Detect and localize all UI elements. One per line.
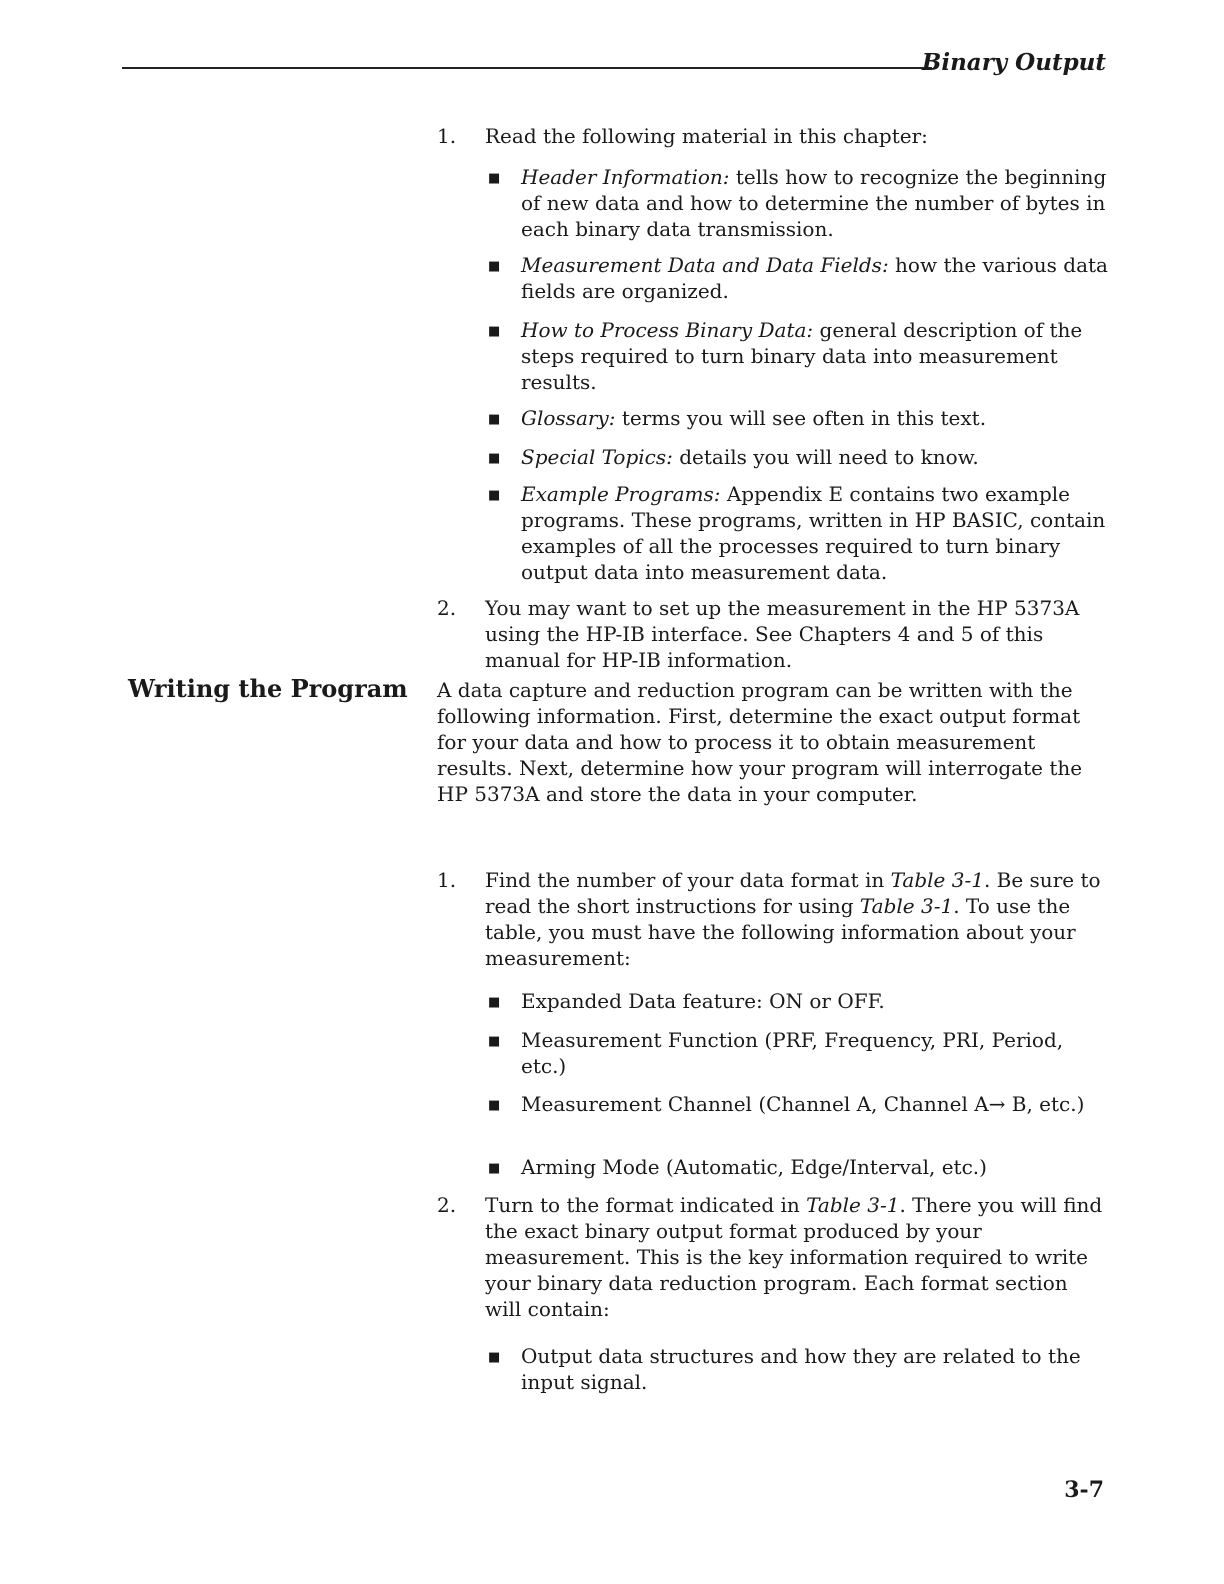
list-number: 2. bbox=[437, 1193, 457, 1217]
bullet-item: Measurement Function (PRF, Frequency, PRI, Period, etc.) bbox=[521, 1028, 1064, 1078]
table-reference: Table 3-1 bbox=[806, 1193, 900, 1217]
bullet-icon: ■ bbox=[488, 412, 501, 427]
bullet-icon: ■ bbox=[488, 1161, 501, 1176]
list-item-text: You may want to set up the measurement in the HP 5373A using the HP-IB interface. See Chapters 4 and 5 of this manual for HP-IB information. bbox=[485, 596, 1080, 672]
bullet-icon: ■ bbox=[488, 1098, 501, 1113]
bullet-icon: ■ bbox=[488, 451, 501, 466]
page-number: 3-7 bbox=[1064, 1477, 1104, 1503]
bullet-icon: ■ bbox=[488, 1034, 501, 1049]
table-reference: Table 3-1 bbox=[890, 868, 984, 892]
bullet-term: Measurement Data and Data Fields: bbox=[521, 253, 889, 277]
bullet-text: general description of the steps required to turn binary data into measurement results. bbox=[521, 318, 1083, 394]
bullet-icon: ■ bbox=[488, 1350, 501, 1365]
running-title: Binary Output bbox=[921, 49, 1106, 76]
text: Find the number of your data format in bbox=[485, 868, 891, 892]
bullet-text: tells how to recognize the beginning of new data and how to determine the number of bytes in each binary data transmission. bbox=[521, 165, 1107, 241]
list-item-text: Read the following material in this chapter: bbox=[485, 124, 928, 148]
bullet-item bbox=[521, 481, 1111, 585]
bullet-term: Header Information: bbox=[521, 165, 730, 189]
text: Turn to the format indicated in bbox=[485, 1193, 807, 1217]
bullet-icon: ■ bbox=[488, 324, 501, 339]
bullet-item: Output data structures and how they are related to the input signal. bbox=[521, 1344, 1081, 1394]
bullet-item bbox=[521, 317, 1111, 395]
bullet-item: Measurement Channel (Channel A, Channel A→ B, etc.) bbox=[521, 1092, 1085, 1116]
bullet-text: Appendix E contains two example programs. These programs, written in HP BASIC, contain examples of all the processes required to turn binary output data into measurement data. bbox=[521, 482, 1106, 584]
bullet-icon: ■ bbox=[488, 995, 501, 1010]
bullet-term: Special Topics: bbox=[521, 445, 673, 469]
bullet-text: terms you will see often in this text. bbox=[615, 406, 987, 430]
bullet-term: Example Programs: bbox=[521, 482, 721, 506]
bullet-term: Glossary: bbox=[521, 406, 616, 430]
list-item-text bbox=[485, 1192, 1105, 1322]
bullet-item bbox=[521, 164, 1111, 242]
text: . Be sure to read the short instructions for using bbox=[485, 868, 1101, 918]
header-rule bbox=[122, 67, 932, 69]
bullet-icon: ■ bbox=[488, 488, 501, 503]
section-heading: Writing the Program bbox=[128, 674, 408, 703]
bullet-icon: ■ bbox=[488, 259, 501, 274]
bullet-text: details you will need to know. bbox=[672, 445, 979, 469]
text: . To use the table, you must have the following information about your measurement: bbox=[485, 894, 1076, 970]
list-number: 2. bbox=[437, 596, 457, 620]
bullet-text: how the various data fields are organized. bbox=[521, 253, 1108, 303]
list-number: 1. bbox=[437, 124, 457, 148]
bullet-item bbox=[521, 405, 1111, 431]
section-paragraph: A data capture and reduction program can be written with the following information. First, determine the exact output format for your data and how to process it to obtain measurement results. Next, determine how your program will interrogate the HP 5373A and store the data in your computer. bbox=[437, 678, 1083, 806]
bullet-icon: ■ bbox=[488, 171, 501, 186]
list-item-text bbox=[485, 867, 1105, 971]
bullet-item bbox=[521, 444, 1111, 470]
bullet-term: How to Process Binary Data: bbox=[521, 318, 814, 342]
bullet-item: Arming Mode (Automatic, Edge/Interval, etc.) bbox=[521, 1155, 987, 1179]
text: . There you will find the exact binary output format produced by your measurement. This is the key information required to write your binary data reduction program. Each format section will contain: bbox=[485, 1193, 1103, 1321]
list-number: 1. bbox=[437, 868, 457, 892]
table-reference: Table 3-1 bbox=[859, 894, 954, 918]
bullet-item bbox=[521, 252, 1111, 304]
bullet-item: Expanded Data feature: ON or OFF. bbox=[521, 989, 885, 1013]
